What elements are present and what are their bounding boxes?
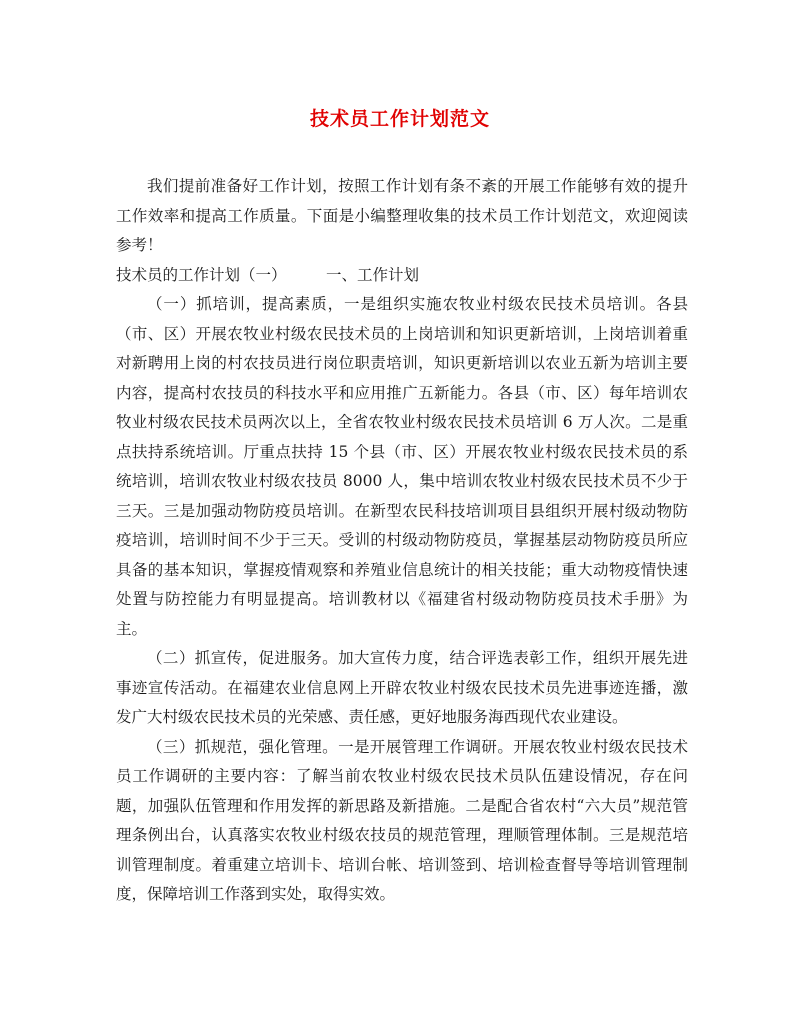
paragraph-training: （一）抓培训，提高素质，一是组织实施农牧业村级农民技术员培训。各县（市、区）开展农牧业村级农民技术员的上岗培训和知识更新培训，上岗培训着重对新聘用上岗的村农技员进行岗位职责培训，知识更新培训以农业五新为培训主要内容，提高村农技员的科技水平和应用推广五新能力。各县（市、区）每年培训农牧业村级农民技术员两次以上，全省农牧业村级农民技术员培训 6 万人次。二是重点扶持系统培训。厅重点扶持 15 个县（市、区）开展农牧业村级农民技术员的系统培训，培训农牧业村级农技员 8000 人，集中培训农牧业村级农民技术员不少于三天。三是加强动物防疫员培训。在新型农民科技培训项目县组织开展村级动物防疫培训，培训时间不少于三天。受训的村级动物防疫员，掌握基层动物防疫员所应具备的基本知识，掌握疫情观察和养殖业信息统计的相关技能；重大动物疫情快速处置与防控能力有明显提高。培训教材以《福建省村级动物防疫员技术手册》为主。 — [116, 295, 688, 638]
paragraph-publicity: （二）抓宣传，促进服务。加大宣传力度，结合评选表彰工作，组织开展先进事迹宣传活动。在福建农业信息网上开辟农牧业村级农民技术员先进事迹连播，激发广大村级农民技术员的光荣感、责任感，更好地服务海西现代农业建设。 — [116, 649, 688, 726]
plan-heading: 技术员的工作计划（一） — [116, 265, 287, 284]
document-body — [116, 172, 688, 910]
section-heading: 一、工作计划 — [325, 265, 419, 284]
intro-paragraph: 我们提前准备好工作计划，按照工作计划有条不紊的开展工作能够有效的提升工作效率和提高工作质量。下面是小编整理收集的技术员工作计划范文，欢迎阅读参考！ — [116, 177, 688, 254]
document-title: 技术员工作计划范文 — [309, 108, 490, 130]
paragraph-management: （三）抓规范，强化管理。一是开展管理工作调研。开展农牧业村级农民技术员工作调研的主要内容：了解当前农牧业村级农民技术员队伍建设情况，存在问题，加强队伍管理和作用发挥的新思路及新措施。二是配合省农村“六大员”规范管理条例出台，认真落实农牧业村级农技员的规范管理，理顺管理体制。三是规范培训管理制度。着重建立培训卡、培训台帐、培训签到、培训检查督导等培训管理制度，保障培训工作落到实处，取得实效。 — [116, 737, 688, 903]
plan-heading-line — [116, 261, 688, 291]
